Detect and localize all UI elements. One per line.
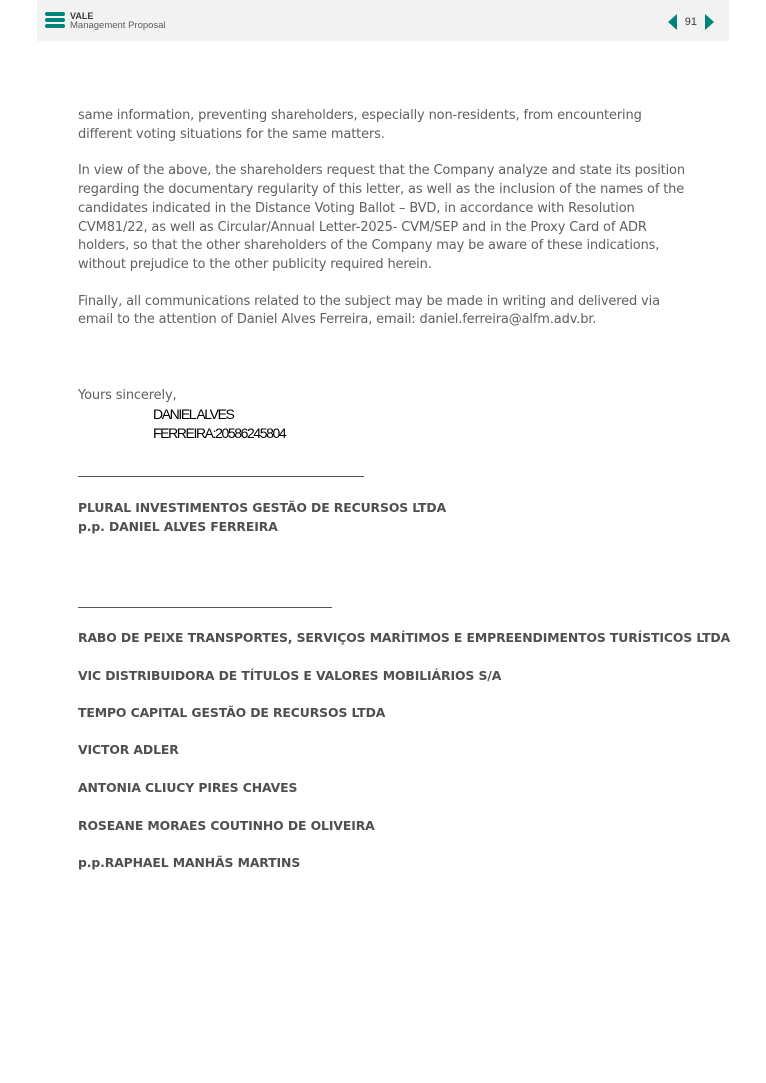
signatory-name: RABO DE PEIXE TRANSPORTES, SERVIÇOS MARÍTIMOS E EMPREENDIMENTOS TURÍSTICOS LTDA (78, 630, 731, 645)
closing-salutation: Yours sincerely, (78, 388, 177, 403)
digital-signature (153, 405, 285, 443)
brand-name: VALE (70, 11, 94, 21)
signatory-entity: PLURAL INVESTIMENTOS GESTÃO DE RECURSOS LTDA (78, 500, 447, 515)
signatory-name: TEMPO CAPITAL GESTÃO DE RECURSOS LTDA (78, 705, 386, 720)
pager (668, 14, 714, 30)
signature-line: DANIEL ALVES (153, 406, 234, 422)
signatory-name: ANTONIA CLIUCY PIRES CHAVES (78, 780, 298, 795)
signature-rule (78, 607, 332, 608)
signatory-name: VICTOR ADLER (78, 742, 179, 757)
next-page-icon[interactable] (705, 14, 714, 30)
paragraph: Finally, all communications related to the subject may be made in writing and delivered via email to the attention of Daniel Alves Ferreira, email: daniel.ferreira@alfm.adv.br. (78, 293, 660, 328)
top-bar (37, 0, 729, 41)
signatory-proxy: p.p. DANIEL ALVES FERREIRA (78, 519, 278, 534)
brand (70, 11, 166, 31)
previous-page-icon[interactable] (668, 14, 677, 30)
letter-body (78, 107, 693, 348)
signatory-name: ROSEANE MORAES COUTINHO DE OLIVEIRA (78, 818, 375, 833)
paragraph: same information, preventing shareholders, especially non-residents, from encountering different voting situations for the same matters. (78, 108, 642, 142)
signatory-name: VIC DISTRIBUIDORA DE TÍTULOS E VALORES MOBILIÁRIOS S/A (78, 668, 502, 683)
paragraph: In view of the above, the shareholders request that the Company analyze and state its position regarding the documentary regularity of this letter, as well as the inclusion of the names of the candidates indicated in the Distance Voting Ballot – BVD, in accordance with Resolution CVM81/22, as well as Circular/Annual Letter-2025- CVM/SEP and in the Proxy Card of ADR holders, so that the other shareholders of the Company may be aware of these indications, without prejudice to the other publicity required herein. (78, 163, 685, 272)
signature-line: FERREIRA:20586245804 (153, 425, 286, 441)
menu-icon[interactable] (45, 12, 65, 28)
brand-subtitle: Management Proposal (70, 20, 166, 31)
signatory-name: p.p.RAPHAEL MANHÃS MARTINS (78, 855, 301, 870)
signature-rule (78, 476, 364, 477)
page-number: 91 (684, 16, 697, 28)
